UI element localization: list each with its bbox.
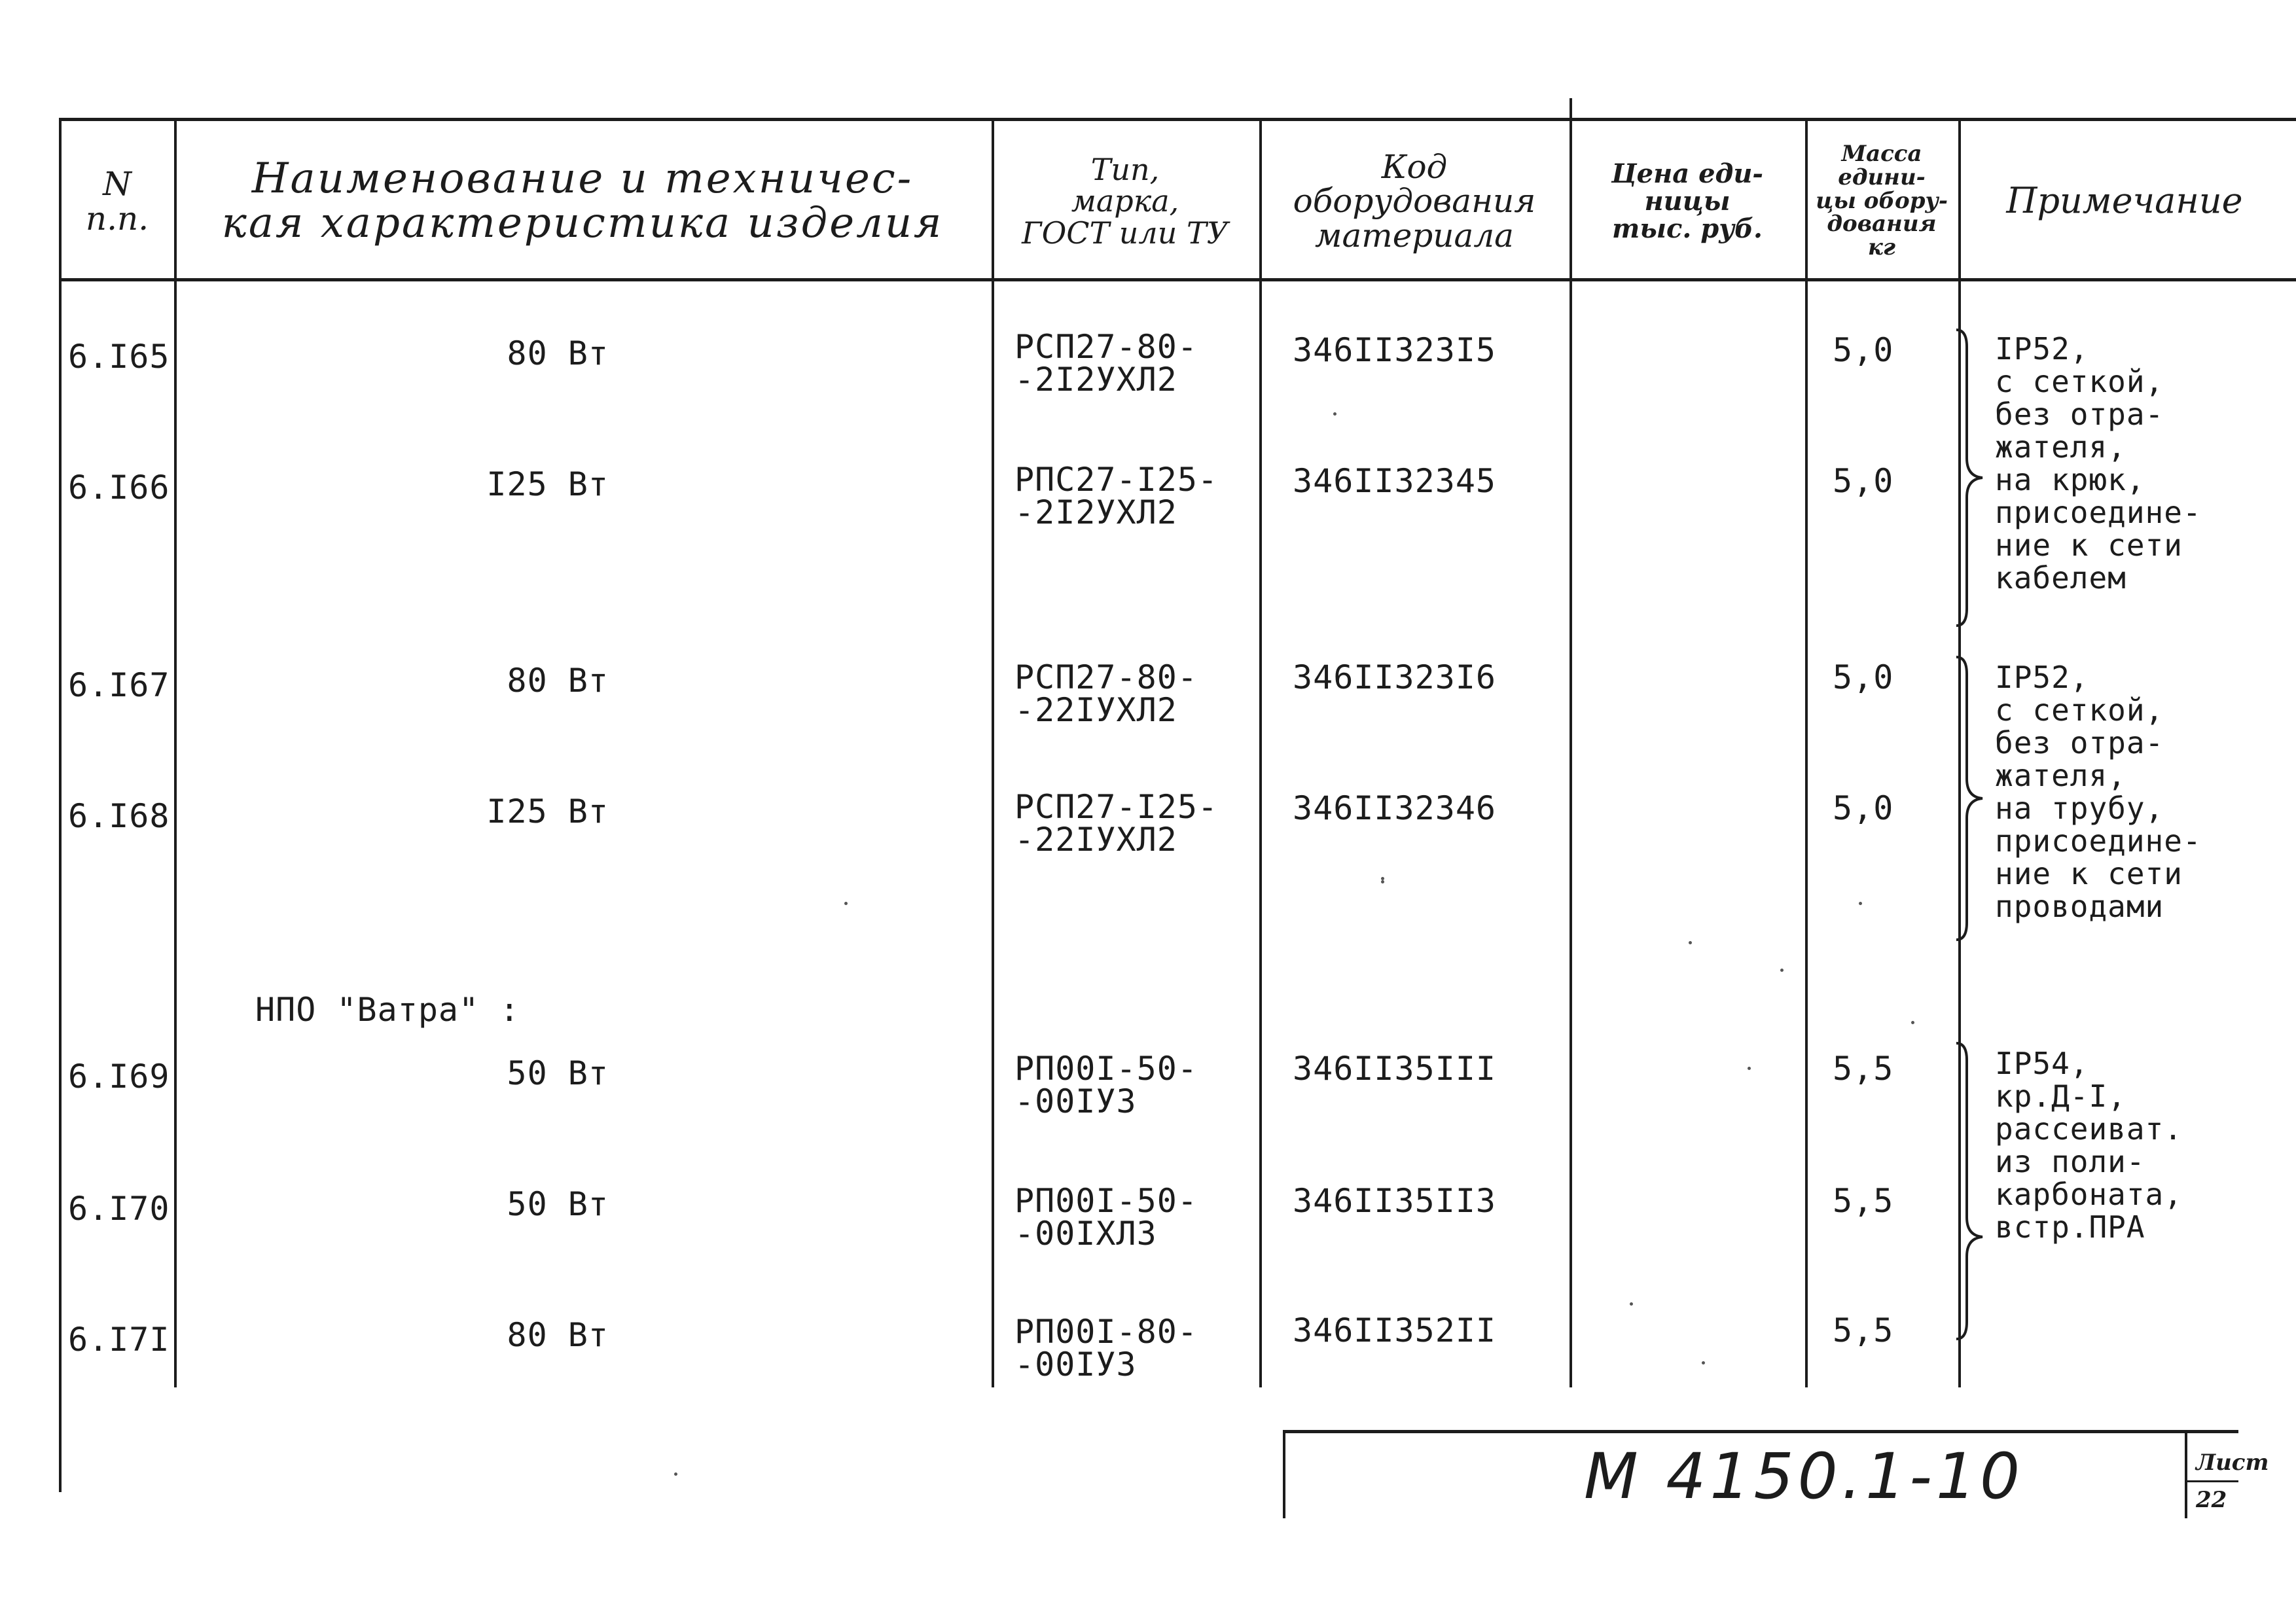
stamp-sheet-border — [2185, 1430, 2187, 1518]
row-num: 6.I65 — [68, 338, 170, 376]
scan-speck — [1780, 969, 1784, 972]
stamp-top-border — [1283, 1430, 2238, 1433]
scan-speck — [1859, 902, 1862, 905]
row-mass: 5,0 — [1833, 331, 1894, 369]
header-mass: Масса едини- цы обору- дования кг — [1816, 141, 1948, 261]
header-code: Код оборудования материала — [1293, 147, 1536, 255]
scan-speck — [1381, 880, 1384, 883]
row-type: РП00I-50- -00IХЛ3 — [1014, 1182, 1198, 1253]
header-price: Цена еди- ницы тыс. руб. — [1611, 158, 1764, 244]
scan-speck — [1333, 412, 1336, 416]
row-name: 50 Вт — [507, 1054, 609, 1092]
scan-speck — [1689, 941, 1692, 944]
row-mass: 5,0 — [1833, 658, 1894, 696]
row-type: РП00I-80- -00IУ3 — [1014, 1313, 1198, 1383]
row-code: 346II323I5 — [1293, 331, 1497, 369]
row-type: РСП27-80- -22IУХЛ2 — [1014, 658, 1198, 729]
row-type: РП00I-50- -00IУ3 — [1014, 1050, 1198, 1120]
row-num: 6.I66 — [68, 469, 170, 507]
row-mass: 5,0 — [1833, 789, 1894, 827]
document-code: М 4150.1-10 — [1584, 1440, 2024, 1513]
scan-speck — [1911, 1021, 1914, 1024]
header-note: Примечание — [2006, 180, 2243, 222]
note-brace — [1954, 327, 1986, 628]
scan-speck — [1748, 1067, 1751, 1070]
note-text: IP52, с сеткой, без отра- жателя, на трубу, присоединe- ние к сети проводами — [1995, 660, 2202, 924]
row-mass: 5,5 — [1833, 1050, 1894, 1088]
row-code: 346II323I6 — [1293, 658, 1497, 696]
note-text: IP52, с сеткой, без отра- жателя, на крюк, присоединe- ние к сети кабелем — [1995, 331, 2202, 596]
header-name: Наименование и техничес- кая характеристика изделия — [221, 154, 944, 247]
stamp-left-border — [1283, 1430, 1285, 1518]
row-name: 50 Вт — [507, 1185, 609, 1223]
header-num: N п.п. — [85, 165, 149, 238]
col-border-3 — [1259, 118, 1262, 1387]
row-type: РПС27-I25- -2I2УХЛ2 — [1014, 461, 1219, 531]
row-name: 80 Вт — [507, 334, 609, 372]
row-code: 346II35II3 — [1293, 1182, 1497, 1220]
stamp-sheet-divider — [2185, 1480, 2238, 1482]
row-num: 6.I67 — [68, 666, 170, 704]
group-label: НПО "Ватра" : — [255, 991, 520, 1029]
scan-speck — [1630, 1302, 1633, 1306]
row-mass: 5,5 — [1833, 1311, 1894, 1349]
note-brace — [1954, 1041, 1986, 1342]
col-border-5 — [1805, 118, 1808, 1387]
row-code: 346II32346 — [1293, 789, 1497, 827]
col-border-2 — [992, 118, 994, 1387]
scan-speck — [844, 902, 848, 905]
note-brace — [1954, 654, 1986, 942]
row-name: I25 Вт — [486, 465, 609, 503]
row-num: 6.I68 — [68, 797, 170, 835]
row-name: I25 Вт — [486, 793, 609, 830]
row-name: 80 Вт — [507, 662, 609, 700]
scan-speck — [1702, 1361, 1705, 1364]
row-mass: 5,5 — [1833, 1182, 1894, 1220]
row-code: 346II352II — [1293, 1311, 1497, 1349]
row-type: РСП27-80- -2I2УХЛ2 — [1014, 328, 1198, 399]
note-text: IP54, кр.Д-I, рассеиват. из поли- карбоната, встр.ПРА — [1995, 1046, 2183, 1245]
sheet-label: Лист — [2196, 1450, 2269, 1476]
row-num: 6.I7I — [68, 1321, 170, 1359]
row-num: 6.I69 — [68, 1058, 170, 1096]
row-mass: 5,0 — [1833, 462, 1894, 500]
row-code: 346II35III — [1293, 1050, 1497, 1088]
row-num: 6.I70 — [68, 1190, 170, 1228]
row-name: 80 Вт — [507, 1316, 609, 1354]
row-code: 346II32345 — [1293, 462, 1497, 500]
col-border-4 — [1570, 98, 1572, 1387]
header-type: Тип, марка, ГОСТ или ТУ — [1022, 152, 1229, 251]
row-type: РСП27-I25- -22IУХЛ2 — [1014, 788, 1219, 859]
sheet-number: 22 — [2196, 1487, 2227, 1513]
scan-speck — [674, 1472, 677, 1476]
